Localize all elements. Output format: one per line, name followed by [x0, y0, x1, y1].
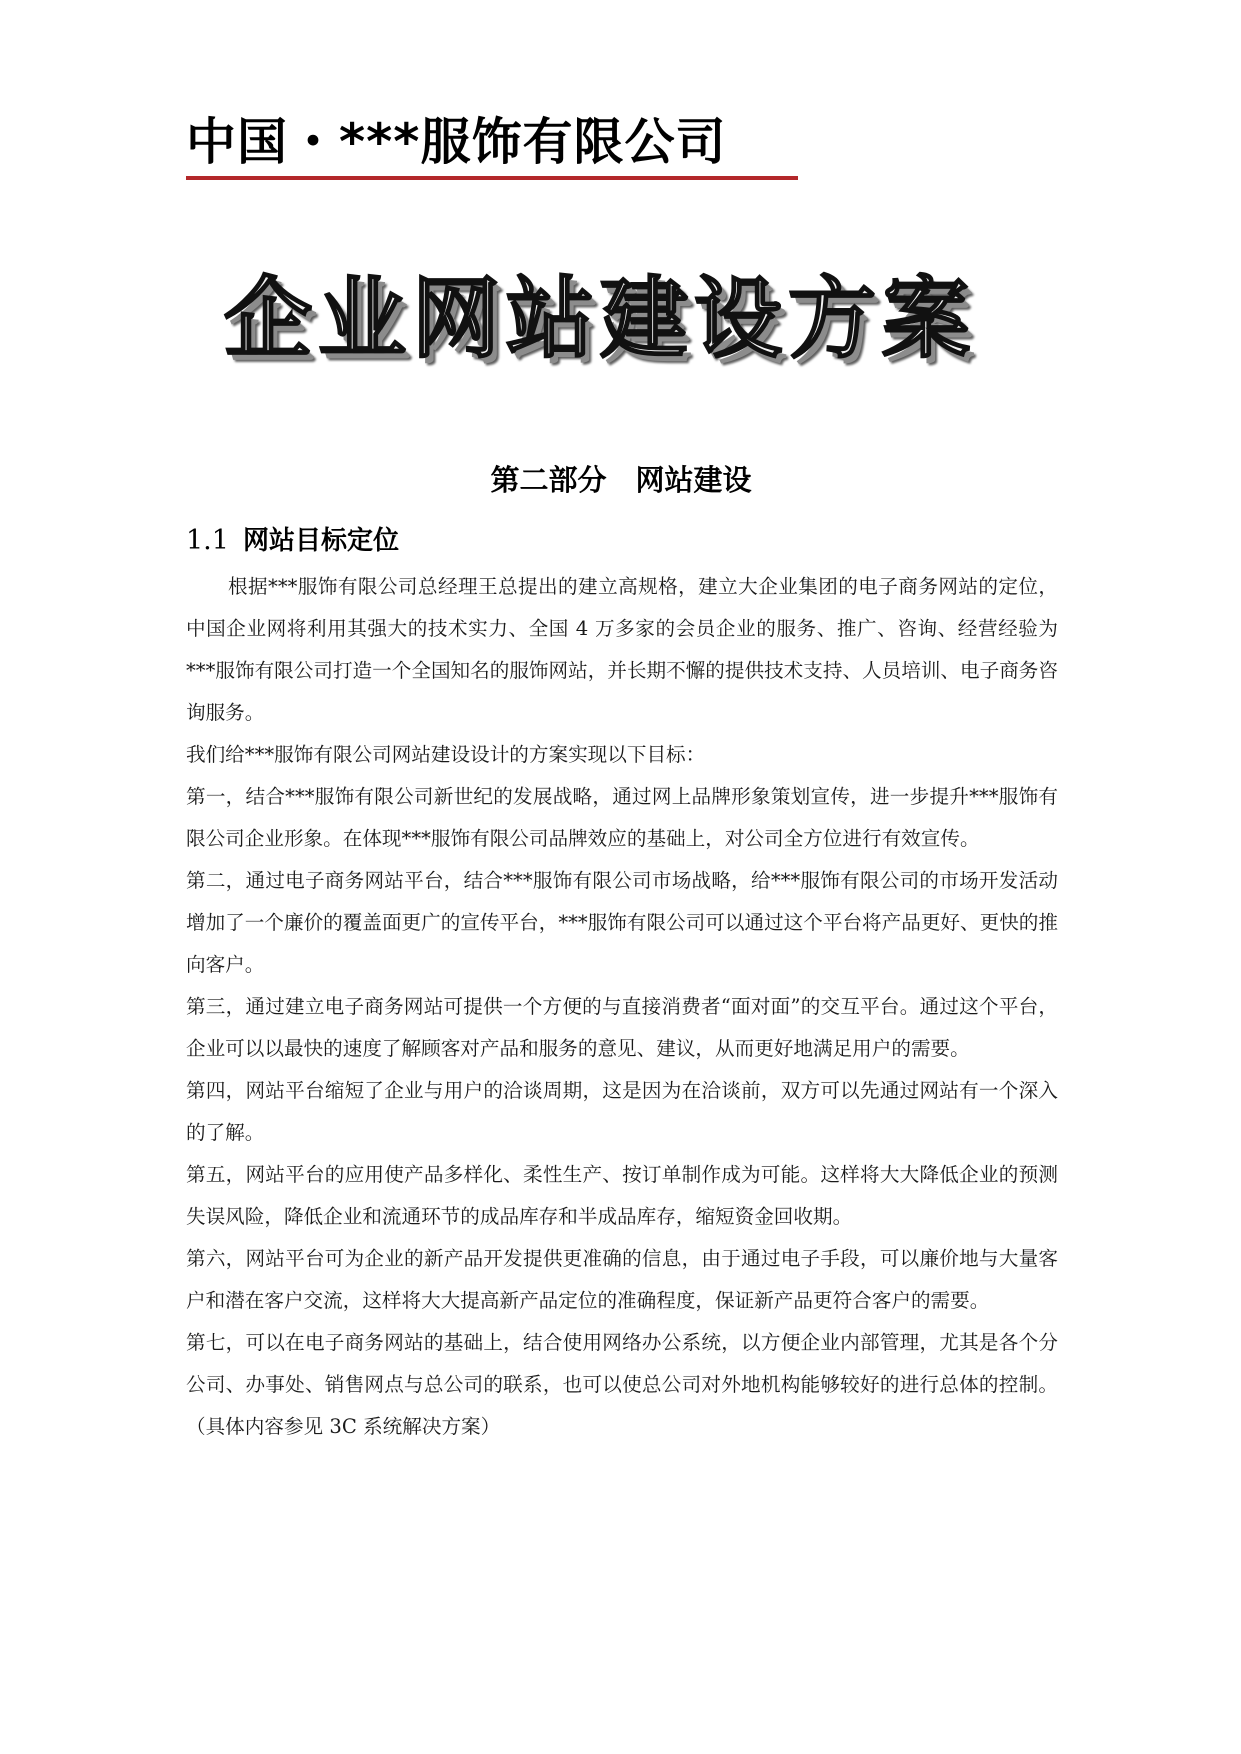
paragraph-goals-lead: 我们给***服饰有限公司网站建设设计的方案实现以下目标： [186, 743, 706, 766]
paragraph-goal-1: 第一，结合***服饰有限公司新世纪的发展战略，通过网上品牌形象策划宣传，进一步提升***服饰有限公司企业形象。在体现***服饰有限公司品牌效应的基础上，对公司全方位进行有效宣传。 [186, 785, 1058, 850]
header-divider [186, 176, 798, 180]
company-name: 中国・***服饰有限公司 [186, 113, 727, 171]
section-heading [186, 521, 399, 561]
section-number: 1.1 [186, 525, 229, 556]
paragraph-goal-6: 第六，网站平台可为企业的新产品开发提供更准确的信息，由于通过电子手段，可以廉价地与大量客户和潜在客户交流，这样将大大提高新产品定位的准确程度，保证新产品更符合客户的需要。 [186, 1247, 1058, 1312]
part-heading: 第二部分 网站建设 [490, 463, 752, 497]
paragraph-intro: 根据***服饰有限公司总经理王总提出的建立高规格，建立大企业集团的电子商务网站的定位，中国企业网将利用其强大的技术实力、全国 4 万多家的会员企业的服务、推广、咨询、经营经验为***服饰有限公司打造一个全国知名的服饰网站，并长期不懈的提供技术支持、人员培训、电子商务咨询服务。 [186, 575, 1058, 724]
paragraph-goal-7: 第七，可以在电子商务网站的基础上，结合使用网络办公系统，以方便企业内部管理，尤其是各个分公司、办事处、销售网点与总公司的联系，也可以使总公司对外地机构能够较好的进行总体的控制。（具体内容参见 3C 系统解决方案） [186, 1331, 1058, 1438]
paragraph-goal-2: 第二，通过电子商务网站平台，结合***服饰有限公司市场战略，给***服饰有限公司的市场开发活动增加了一个廉价的覆盖面更广的宣传平台，***服饰有限公司可以通过这个平台将产品更好、更快的推向客户。 [186, 869, 1058, 976]
body-text [186, 566, 1058, 1448]
paragraph-goal-5: 第五，网站平台的应用使产品多样化、柔性生产、按订单制作成为可能。这样将大大降低企业的预测失误风险，降低企业和流通环节的成品库存和半成品库存，缩短资金回收期。 [186, 1163, 1058, 1228]
section-title: 网站目标定位 [242, 526, 399, 556]
paragraph-goal-3: 第三，通过建立电子商务网站可提供一个方便的与直接消费者“面对面”的交互平台。通过这个平台，企业可以以最快的速度了解顾客对产品和服务的意见、建议，从而更好地满足用户的需要。 [186, 995, 1058, 1060]
document-title: 企业网站建设方案 [224, 266, 977, 370]
paragraph-goal-4: 第四，网站平台缩短了企业与用户的洽谈周期，这是因为在洽谈前，双方可以先通过网站有一个深入的了解。 [186, 1079, 1058, 1144]
company-header [186, 112, 798, 180]
